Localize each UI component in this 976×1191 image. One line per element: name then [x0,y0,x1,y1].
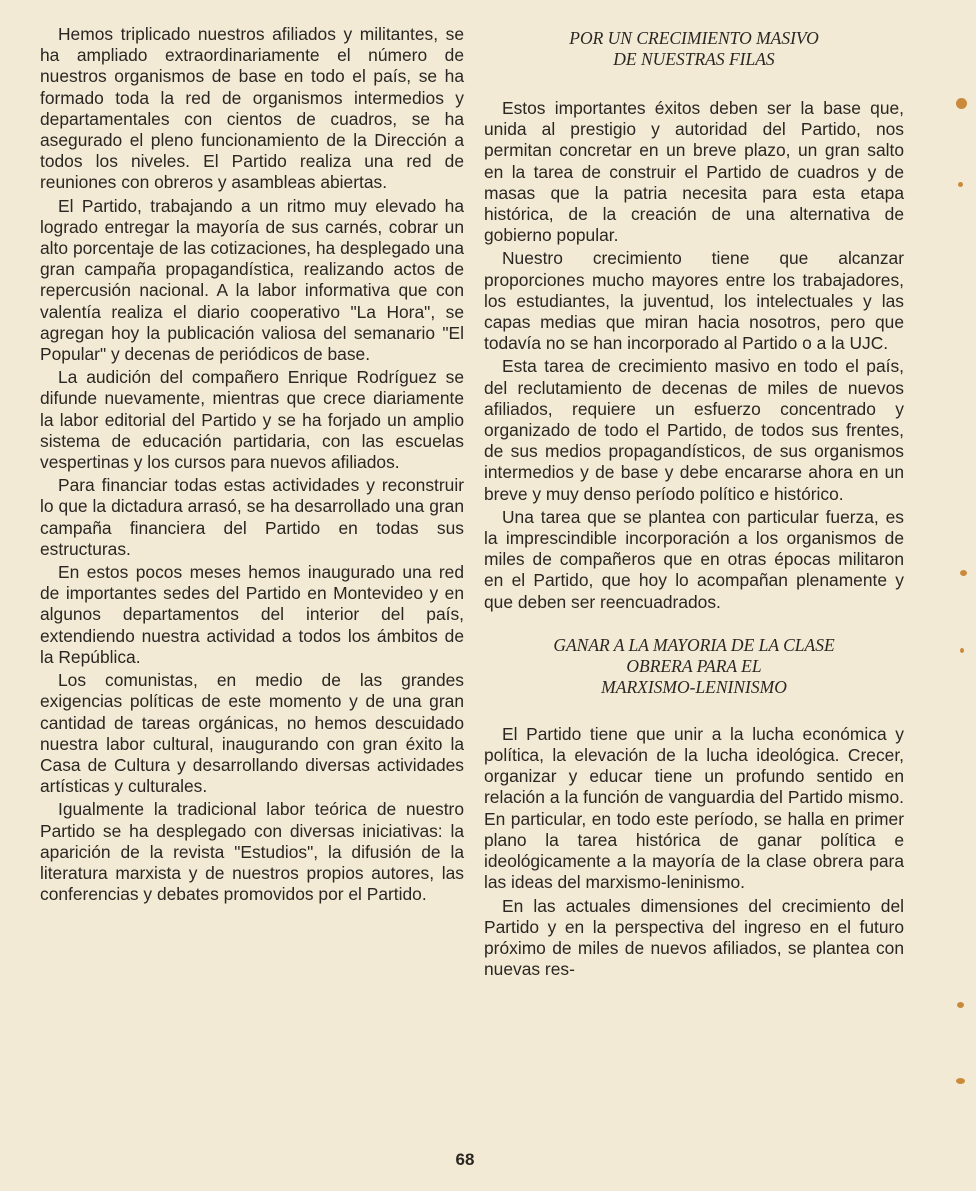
paragraph: La audición del compañero Enrique Rodríguez se difunde nuevamente, mientras que crece diariamente la labor editorial del Partido y se ha forjado un amplio sistema de educación partidaria, con las escuelas vespertinas y los cursos para nuevos afiliados. [40,367,464,473]
paper-speck [957,1002,964,1008]
paragraph: Una tarea que se plantea con particular fuerza, es la imprescindible incorporación a los organismos de miles de compañeros que en otras épocas militaron en el Partido, que hoy lo acompañan plenamente y que deben ser reencuadrados. [484,506,904,612]
paper-speck [956,98,967,109]
paragraph: Los comunistas, en medio de las grandes exigencias políticas de este momento y de una gran cantidad de tareas orgánicas, no hemos descuidado nuestra labor cultural, inaugurando con gran éxito la Casa de Cultura y desarrollando diversas actividades artísticas y culturales. [40,670,464,797]
page-number: 68 [455,1150,475,1169]
paper-speck [960,648,964,653]
heading-line: DE NUESTRAS FILAS [613,49,775,69]
heading-line: MARXISMO-LENINISMO [601,676,787,697]
paragraph: En las actuales dimensiones del crecimiento del Partido y en la perspectiva del ingreso en el futuro próximo de miles de nuevos afiliados, se plantea con nuevas res- [484,895,904,980]
heading-line: OBRERA PARA EL [626,655,762,676]
paragraph: Igualmente la tradicional labor teórica de nuestro Partido se ha desplegado con diversas iniciativas: la aparición de la revista "Estudios", la difusión de la literatura marxista y de nuestros propios autores, las conferencias y debates promovidos por el Partido. [40,799,464,905]
paragraph: En estos pocos meses hemos inaugurado una red de importantes sedes del Partido en Montevideo y en algunos departamentos del interior del país, extendiendo nuestra actividad a todos los ámbitos de la República. [40,562,464,667]
paper-speck [956,1078,965,1084]
paper-speck [958,182,963,187]
paragraph: Hemos triplicado nuestros afiliados y militantes, se ha ampliado extraordinariamente el número de nuestros organismos de base en todo el país, se ha formado toda la red de organismos intermedios y departamentales con cientos de cuadros, se ha asegurado el pleno funcionamiento de la Dirección a todos los niveles. El Partido realiza una red de reuniones con obreros y asambleas abiertas. [40,24,464,193]
section-heading-clase-obrera [484,635,904,698]
right-column [484,24,904,982]
paragraph: Nuestro crecimiento tiene que alcanzar proporciones mucho mayores entre los trabajadores, los estudiantes, la juventud, los intelectuales y las capas medias que miran hacia nosotros, pero que todavía no se han incorporado al Partido o a la UJC. [484,248,904,354]
paragraph: Estos importantes éxitos deben ser la base que, unida al prestigio y autoridad del Partido, nos permitan concretar en un breve plazo, un gran salto en la tarea de construir el Partido de cuadros y de masas que la patria necesita para esta etapa histórica, de la creación de una alternativa de gobierno popular. [484,98,904,246]
paragraph: Para financiar todas estas actividades y reconstruir lo que la dictadura arrasó, se ha desarrollado una gran campaña financiera del Partido en todas sus estructuras. [40,475,464,559]
paragraph: Esta tarea de crecimiento masivo en todo el país, del reclutamiento de decenas de miles de nuevos afiliados, requiere un esfuerzo concentrado y organizado de todo el Partido, de todos sus frentes, de sus medios propagandísticos, de sus organismos intermedios y de base y debe encararse ahora en un breve y muy denso período político e histórico. [484,356,904,504]
section-heading-crecimiento [484,28,904,70]
paragraph: El Partido, trabajando a un ritmo muy elevado ha logrado entregar la mayoría de sus carnés, cobrar un alto porcentaje de las cotizaciones, ha desplegado una gran campaña propagandística, realizando actos de repercusión nacional. A la labor informativa que con valentía realiza el diario cooperativo "La Hora", se agregan hoy la publicación valiosa del semanario "El Popular" y decenas de periódicos de base. [40,195,464,365]
paragraph: El Partido tiene que unir a la lucha económica y política, la elevación de la lucha ideológica. Crecer, organizar y educar tiene un profundo sentido en relación a la función de vanguardia del Partido mismo. En particular, en todo este período, se halla en primer plano la tarea histórica de ganar política e ideológicamente a la mayoría de la clase obrera para las ideas del marxismo-leninismo. [484,723,904,893]
left-column [40,24,464,907]
heading-line: GANAR A LA MAYORIA DE LA CLASE [553,634,835,655]
paper-speck [960,570,967,576]
heading-line: POR UN CRECIMIENTO MASIVO [569,28,819,48]
